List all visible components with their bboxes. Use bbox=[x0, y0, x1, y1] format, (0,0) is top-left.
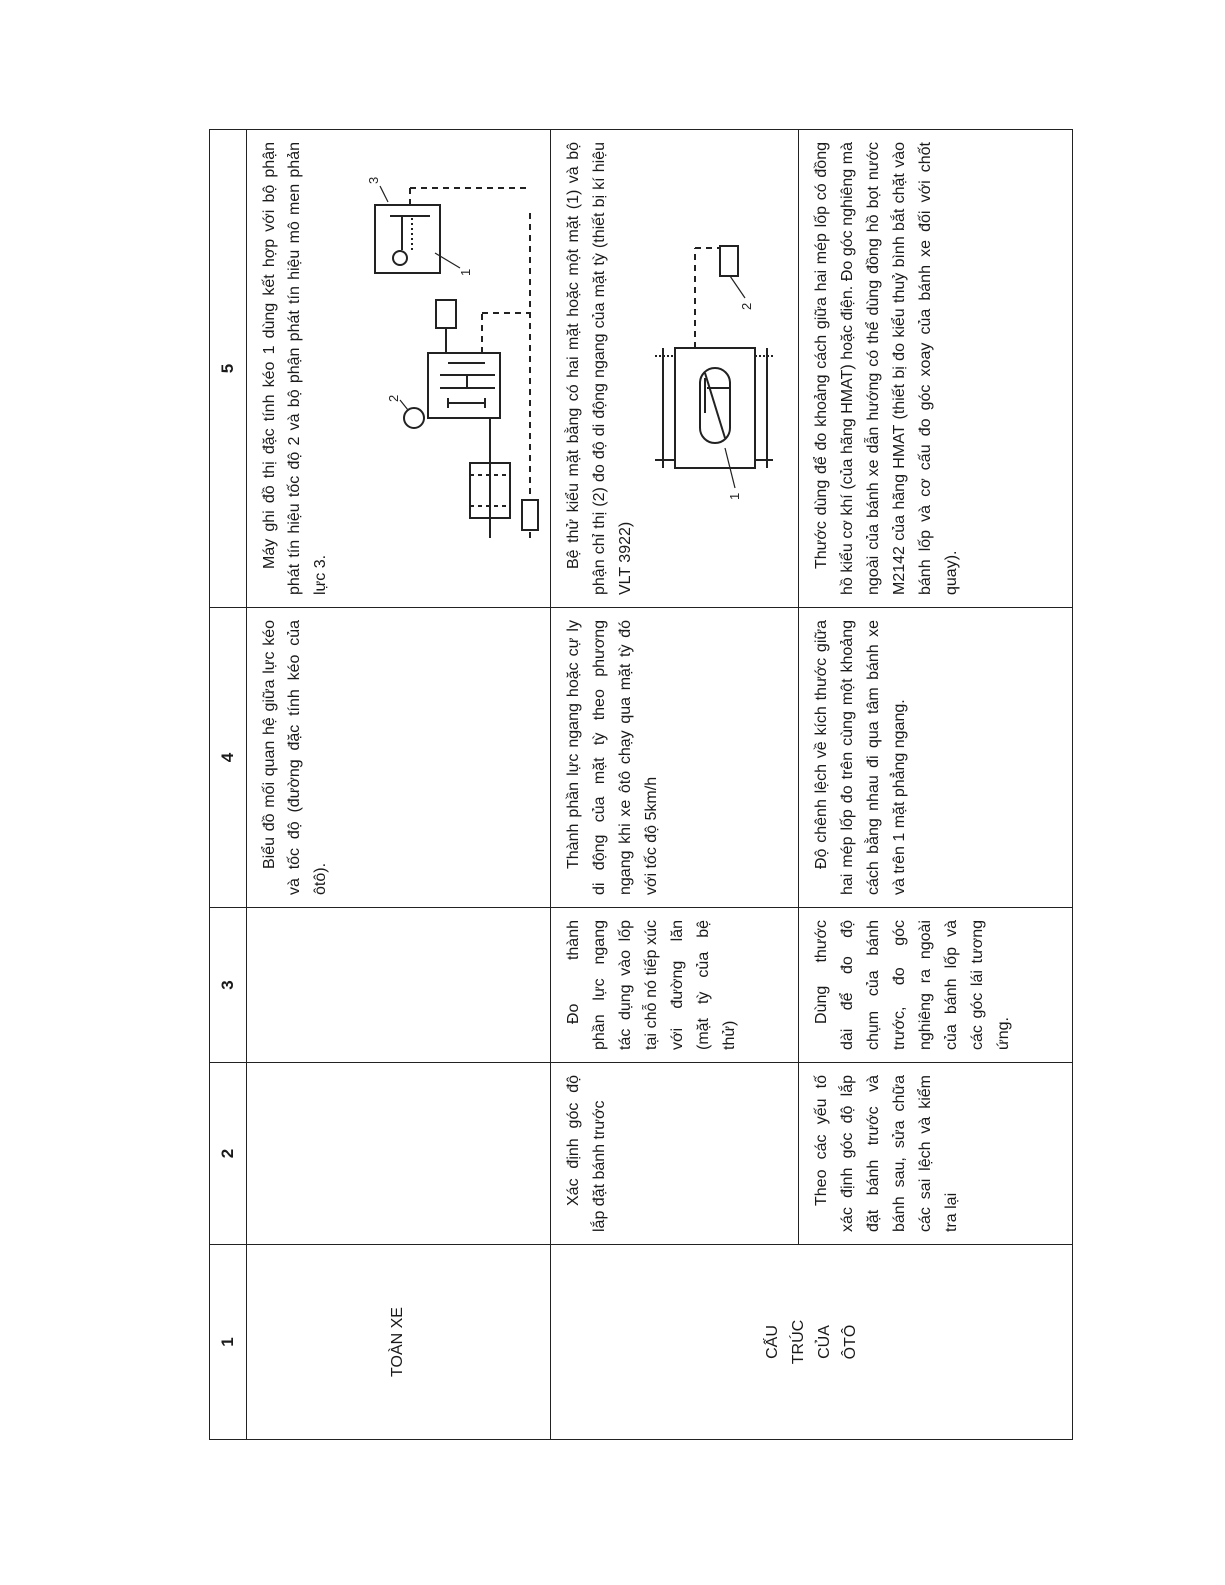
row2-col4-text: Thành phần lực ngang hoặc cự ly di động của mặt tỳ theo phương ngang khi xe ôtô chạy qua mặt tỳ đó với tốc độ 5km/h bbox=[565, 620, 660, 895]
row3-col5-text: Thước dùng để đo khoảng cách giữa hai mép lốp có đồng hồ kiểu cơ khí (của hãng HMAT) hoặc điện. Đo góc nghiêng mà ngoài của bánh xe dẫn hướng có thể dùng đồng hồ bọt nước M2142 của hãng HMAT (thiết bị đo kiểu thuỷ bình bắt chặt vào bánh lốp và cơ cấu đo góc xoay của bánh xe đối với chốt quay). bbox=[813, 142, 960, 595]
figure-label-1: 1 bbox=[726, 493, 742, 501]
traction-recorder-diagram bbox=[340, 169, 540, 569]
row2-col5-text: Bệ thử kiểu mặt bằng có hai mặt hoặc một mặt (1) và bộ phận chỉ thị (2) đo độ di động ngang của mặt tỳ (thiết bị kí hiệu VLT 3922) bbox=[565, 142, 635, 595]
row1-col4-text: Biểu đồ mối quan hệ giữa lực kéo và tốc độ (đường đặc tính kéo của ôtô). bbox=[260, 620, 330, 895]
row2-col5 bbox=[551, 130, 799, 608]
figure-label-2: 2 bbox=[386, 395, 402, 403]
row2-col3 bbox=[551, 908, 799, 1063]
structure-line-3: CỦA bbox=[815, 1325, 833, 1359]
structure-line-1: CẤU bbox=[763, 1325, 781, 1359]
row1-col4 bbox=[246, 608, 551, 908]
structure-line-2: TRÚC bbox=[789, 1319, 807, 1365]
group-label-structure bbox=[551, 1245, 1073, 1440]
row3-col4-text: Độ chênh lệch về kích thước giữa hai mép lốp đo trên cùng một khoảng cách bằng nhau đi qua tâm bánh xe và trên 1 mặt phẳng ngang. bbox=[813, 620, 908, 895]
row3-col3 bbox=[799, 908, 1073, 1063]
rotated-page bbox=[209, 130, 1056, 1440]
side-slip-tester-diagram bbox=[645, 199, 775, 539]
group-label-whole: TOÀN XE bbox=[246, 1245, 551, 1440]
row1-col5-text: Máy ghi đồ thị đặc tính kéo 1 dùng kết hợp với bộ phận phát tín hiệu tốc độ 2 và bộ phận phát tín hiệu mô men phản lực 3. bbox=[260, 142, 330, 595]
row3-col2 bbox=[799, 1063, 1073, 1245]
table-row bbox=[246, 130, 551, 1440]
figure-label-1: 1 bbox=[458, 269, 474, 277]
row1-col2 bbox=[246, 1063, 551, 1245]
row2-col2-text: Xác định góc độ lắp đặt bánh trước bbox=[565, 1075, 609, 1232]
data-table bbox=[209, 129, 1073, 1440]
header-col-1: 1 bbox=[210, 1245, 247, 1440]
structure-line-4: ÔTÔ bbox=[841, 1324, 859, 1360]
row1-col3 bbox=[246, 908, 551, 1063]
figure-label-2: 2 bbox=[738, 303, 754, 311]
header-col-3: 3 bbox=[210, 908, 247, 1063]
header-col-5: 5 bbox=[210, 130, 247, 608]
row3-col4 bbox=[799, 608, 1073, 908]
row3-col5 bbox=[799, 130, 1073, 608]
table-row bbox=[799, 130, 1073, 1440]
row2-col3-text: Đo thành phần lực ngang tác dụng vào lốp tại chỗ nó tiếp xúc với đường lăn (mặt tỳ của bệ thử) bbox=[565, 920, 738, 1050]
row2-col2 bbox=[551, 1063, 799, 1245]
row3-col3-text: Dùng thước dài để đo độ chụm của bánh trước, đo góc nghiêng ra ngoài của bánh lốp và các góc lái tương ứng. bbox=[813, 920, 1012, 1050]
header-col-4: 4 bbox=[210, 608, 247, 908]
table-row bbox=[551, 130, 799, 1440]
header-col-2: 2 bbox=[210, 1063, 247, 1245]
figure-label-3: 3 bbox=[366, 177, 382, 185]
row2-col4 bbox=[551, 608, 799, 908]
row3-col2-text: Theo các yếu tố xác định góc độ lắp đặt bánh trước và bánh sau, sửa chữa các sai lệch và kiểm tra lại bbox=[813, 1075, 960, 1232]
header-row bbox=[210, 130, 247, 1440]
row1-col5 bbox=[246, 130, 551, 608]
